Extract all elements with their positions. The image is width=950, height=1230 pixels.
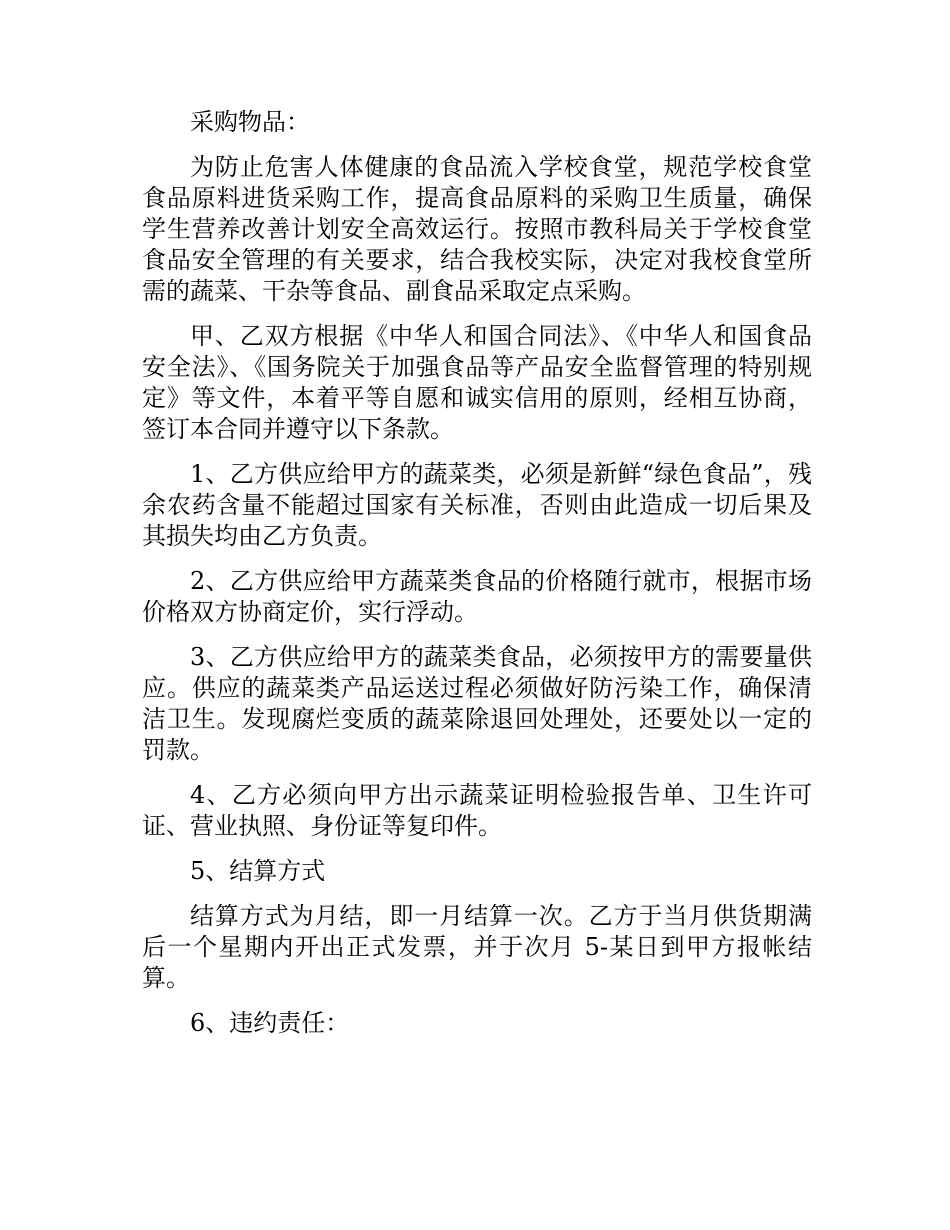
document-page <box>142 107 812 1053</box>
clause-5-settlement: 结算方式为月结，即一月结算一次。乙方于当月供货期满后一个星期内开出正式发票，并于次月 5-某日到甲方报帐结算。 <box>142 902 812 992</box>
paragraph-purpose: 为防止危害人体健康的食品流入学校食堂，规范学校食堂食品原料进货采购工作，提高食品原料的采购卫生质量，确保学生营养改善计划安全高效运行。按照市教科局关于学校食堂食品安全管理的有关要求，结合我校实际，决定对我校食堂所需的蔬菜、干杂等食品、副食品采取定点采购。 <box>142 153 812 305</box>
paragraph-purchase-items: 采购物品： <box>190 108 310 136</box>
paragraph-legal-basis: 甲、乙双方根据《中华人和国合同法》、《中华人和国食品安全法》、《国务院关于加强食品等产品安全监督管理的特别规定》等文件，本着平等自愿和诚实信用的原则，经相互协商，签订本合同并遵守以下条款。 <box>142 322 812 443</box>
clause-3-supply: 3、乙方供应给甲方的蔬菜类食品，必须按甲方的需要量供应。供应的蔬菜类产品运送过程必须做好防污染工作，确保清洁卫生。发现腐烂变质的蔬菜除退回处理处，还要处以一定的罚款。 <box>142 643 812 764</box>
clause-1-freshness: 1、乙方供应给甲方的蔬菜类，必须是新鲜“绿色食品”，残余农药含量不能超过国家有关标准，否则由此造成一切后果及其损失均由乙方负责。 <box>142 460 812 550</box>
clause-4-certificates: 4、乙方必须向甲方出示蔬菜证明检验报告单、卫生许可证、营业执照、身份证等复印件。 <box>142 781 812 840</box>
clause-2-pricing: 2、乙方供应给甲方蔬菜类食品的价格随行就市，根据市场价格双方协商定价，实行浮动。 <box>142 567 812 626</box>
clause-5-heading: 5、结算方式 <box>190 857 326 885</box>
clause-6-heading: 6、违约责任： <box>190 1009 350 1037</box>
